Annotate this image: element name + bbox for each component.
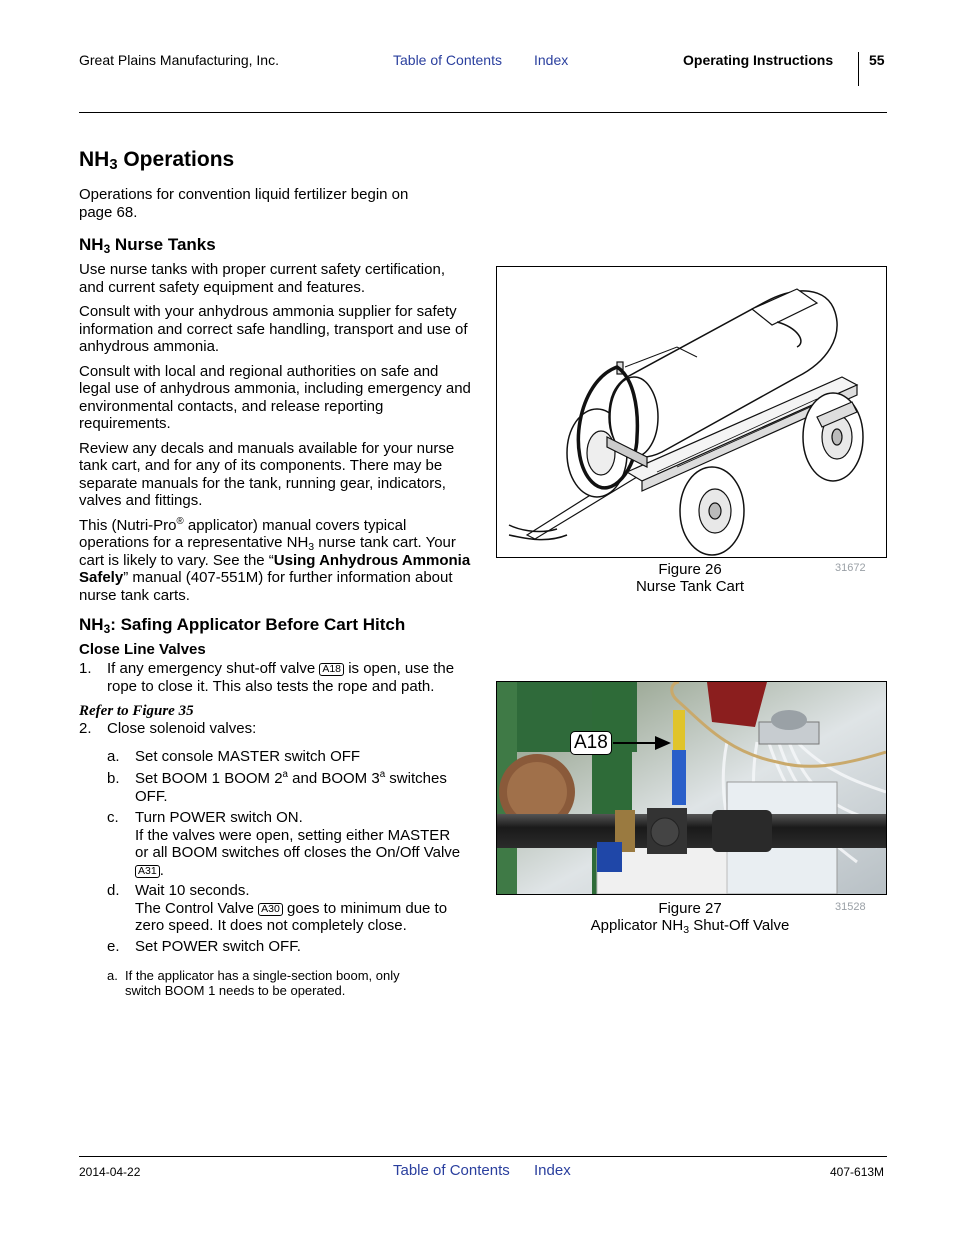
callout-a31: A31 [135,865,160,878]
page-number: 55 [869,52,885,68]
footnote-letter: a. [107,968,118,983]
header-divider [858,52,859,86]
callout-arrow-icon [613,732,673,754]
step-1-text: If any emergency shut-off valve A18 is open, use the rope to close it. This also tests the rope and path. [107,660,455,695]
paragraph-authorities: Consult with local and regional authorities on safe and legal use of anhydrous ammonia, including emergency and environmental contacts, and release reporting requirements. [79,362,471,432]
figure-27-caption: Applicator $NH_3$ Shut-Off Valve [590,917,790,936]
figure-26-label: Figure 26 [658,561,722,578]
step-2-text: Close solenoid valves: [107,720,257,737]
figure-27-callout-a18: A18 [570,731,612,755]
footer-rule [79,1156,887,1157]
sub-a-text: Set console MASTER switch OFF [135,748,361,765]
callout-a30: A30 [258,903,283,916]
step-1-number: 1. [79,660,92,677]
nurse-tanks-heading: $NH_3$ Nurse Tanks [79,235,216,256]
shut-off-valve-photo [497,682,886,894]
figure-26-frame [496,266,887,558]
sub-c-text: Turn POWER switch ON. If the valves were open, setting either MASTER or all BOOM switches off closes the On/Off Valve A31 . [135,809,461,879]
footnote-text: If the applicator has a single-section boom, only switch BOOM 1 needs to be operated. [125,968,400,998]
figure-26-caption: Nurse Tank Cart [635,578,745,595]
sub-c-letter: c. [107,809,119,826]
figure-26-number: 31672 [835,562,866,574]
nurse-tanks-body [79,261,471,604]
step-2-number: 2. [79,720,92,737]
paragraph-nutri-pro: This (Nutri-Pro® applicator) manual covers typical operations for a representative $NH_3$ nurse tank cart. Your cart is likely to vary. See the “Using Anhydrous Ammonia Safely” manual (407-551M) for further information about nurse tank carts. [79,515,471,604]
footer-index-link[interactable]: Index [534,1162,571,1179]
paragraph-decals: Review any decals and manuals available for your nurse tank cart, and for any of its components. There may be separate manuals for the tank, running gear, indicators, valves and fittings. [79,439,455,509]
safing-heading: $NH_3$: Safing Applicator Before Cart Hitch [79,615,406,636]
refer-figure-35: Refer to Figure 35 [79,703,194,719]
sub-b-letter: b. [107,770,120,787]
header-rule [79,112,887,113]
paragraph-certification: Use nurse tanks with proper current safety certification, and current safety equipment and features. [79,261,445,296]
footer-toc-link[interactable]: Table of Contents [393,1162,510,1179]
header-company: Great Plains Manufacturing, Inc. [79,52,279,68]
callout-a18: A18 [319,663,344,676]
paragraph-supplier: Consult with your anhydrous ammonia supplier for safety information and correct safe handling, transport and use of anhydrous ammonia. [79,303,468,355]
sub-b-text: Set BOOM 1 BOOM 2$^a$ and BOOM 3$^a$ switches OFF. [135,769,447,805]
header-toc-link[interactable]: Table of Contents [393,52,502,68]
sub-d-letter: d. [107,882,120,899]
header-section: Operating Instructions [683,52,834,68]
nurse-tank-cart-illustration [497,267,886,557]
close-line-valves-heading: Close Line Valves [79,641,206,658]
sub-e-text: Set POWER switch OFF. [135,938,301,955]
figure-27-frame [496,681,887,895]
intro-paragraph: Operations for convention liquid fertilizer begin on page 68. [79,186,409,221]
figure-27-number: 31528 [835,901,866,913]
sub-a-letter: a. [107,748,120,765]
page-title: $NH_3$ Operations [79,148,235,173]
figure-27-label: Figure 27 [658,900,722,917]
header-index-link[interactable]: Index [534,52,569,68]
footer-doc-number: 407-613M [830,1165,885,1179]
sub-d-text: Wait 10 seconds. The Control Valve A30 goes to minimum due to zero speed. It does not completely close. [135,882,448,934]
sub-e-letter: e. [107,938,120,955]
footer-date: 2014-04-22 [79,1165,141,1179]
